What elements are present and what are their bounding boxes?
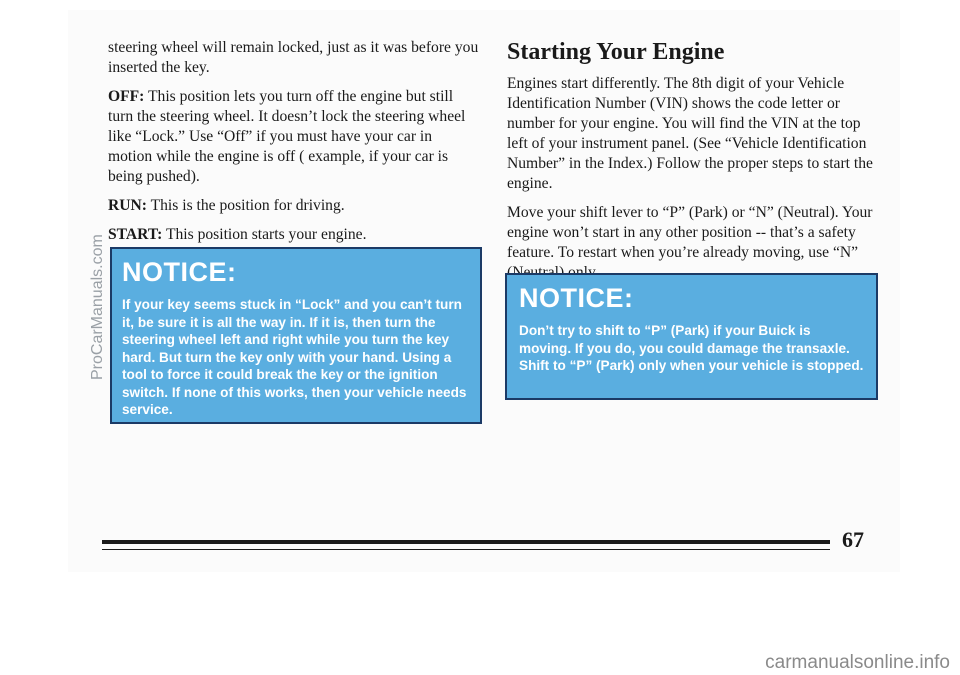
start-label: START: [108, 226, 163, 243]
right-column [507, 38, 879, 292]
run-paragraph [108, 196, 480, 216]
left-column [108, 38, 480, 254]
notice-body: If your key seems stuck in “Lock” and you can’t turn it, be sure it is all the way in. If it is, then turn the steering wheel left and right while you turn the key hard. But turn the key only with your hand. Using a tool to force it could break the key or the ignition switch. If none of this works, then your vehicle needs service. [122, 297, 467, 417]
engines-paragraph: Engines start differently. The 8th digit of your Vehicle Identification Number (VIN) shows the code letter or number for your engine. You will find the VIN at the top left of your instrument panel. (See “Vehicle Identification Number” in the Index.) Follow the proper steps to start the engine. [507, 75, 873, 192]
off-text: This position lets you turn off the engine but still turn the steering wheel. It doesn’t lock the steering wheel like “Lock.” Use “Off” if you must have your car in motion while the engine is off ( example, if your car is being pushed). [108, 88, 466, 185]
run-label: RUN: [108, 197, 147, 214]
side-watermark [85, 100, 105, 380]
footer-rule-thick [102, 540, 830, 544]
start-paragraph [108, 225, 480, 245]
off-paragraph [108, 87, 480, 187]
off-label: OFF: [108, 88, 145, 105]
notice-box-park [505, 273, 878, 400]
notice-title: NOTICE: [122, 257, 237, 287]
notice-body: Don’t try to shift to “P” (Park) if your Buick is moving. If you do, you could damage the transaxle. Shift to “P” (Park) only when your vehicle is stopped. [519, 323, 864, 373]
start-text: This position starts your engine. [165, 226, 367, 243]
watermark-text: ProCarManuals.com [89, 234, 106, 380]
intro-paragraph: steering wheel will remain locked, just as it was before you inserted the key. [108, 39, 479, 76]
notice-title: NOTICE: [519, 283, 634, 313]
section-heading: Starting Your Engine [507, 39, 725, 65]
site-footer-watermark: carmanualsonline.info [765, 652, 950, 673]
footer-rule-thin [102, 549, 830, 550]
notice-box-key-stuck [110, 247, 482, 424]
run-text: This is the position for driving. [150, 197, 345, 214]
page-number: 67 [842, 527, 864, 552]
shift-lever-paragraph: Move your shift lever to “P” (Park) or “N” (Neutral). Your engine won’t start in any other position -- that’s a safety feature. To restart when you’re already moving, use “N” [507, 204, 873, 261]
